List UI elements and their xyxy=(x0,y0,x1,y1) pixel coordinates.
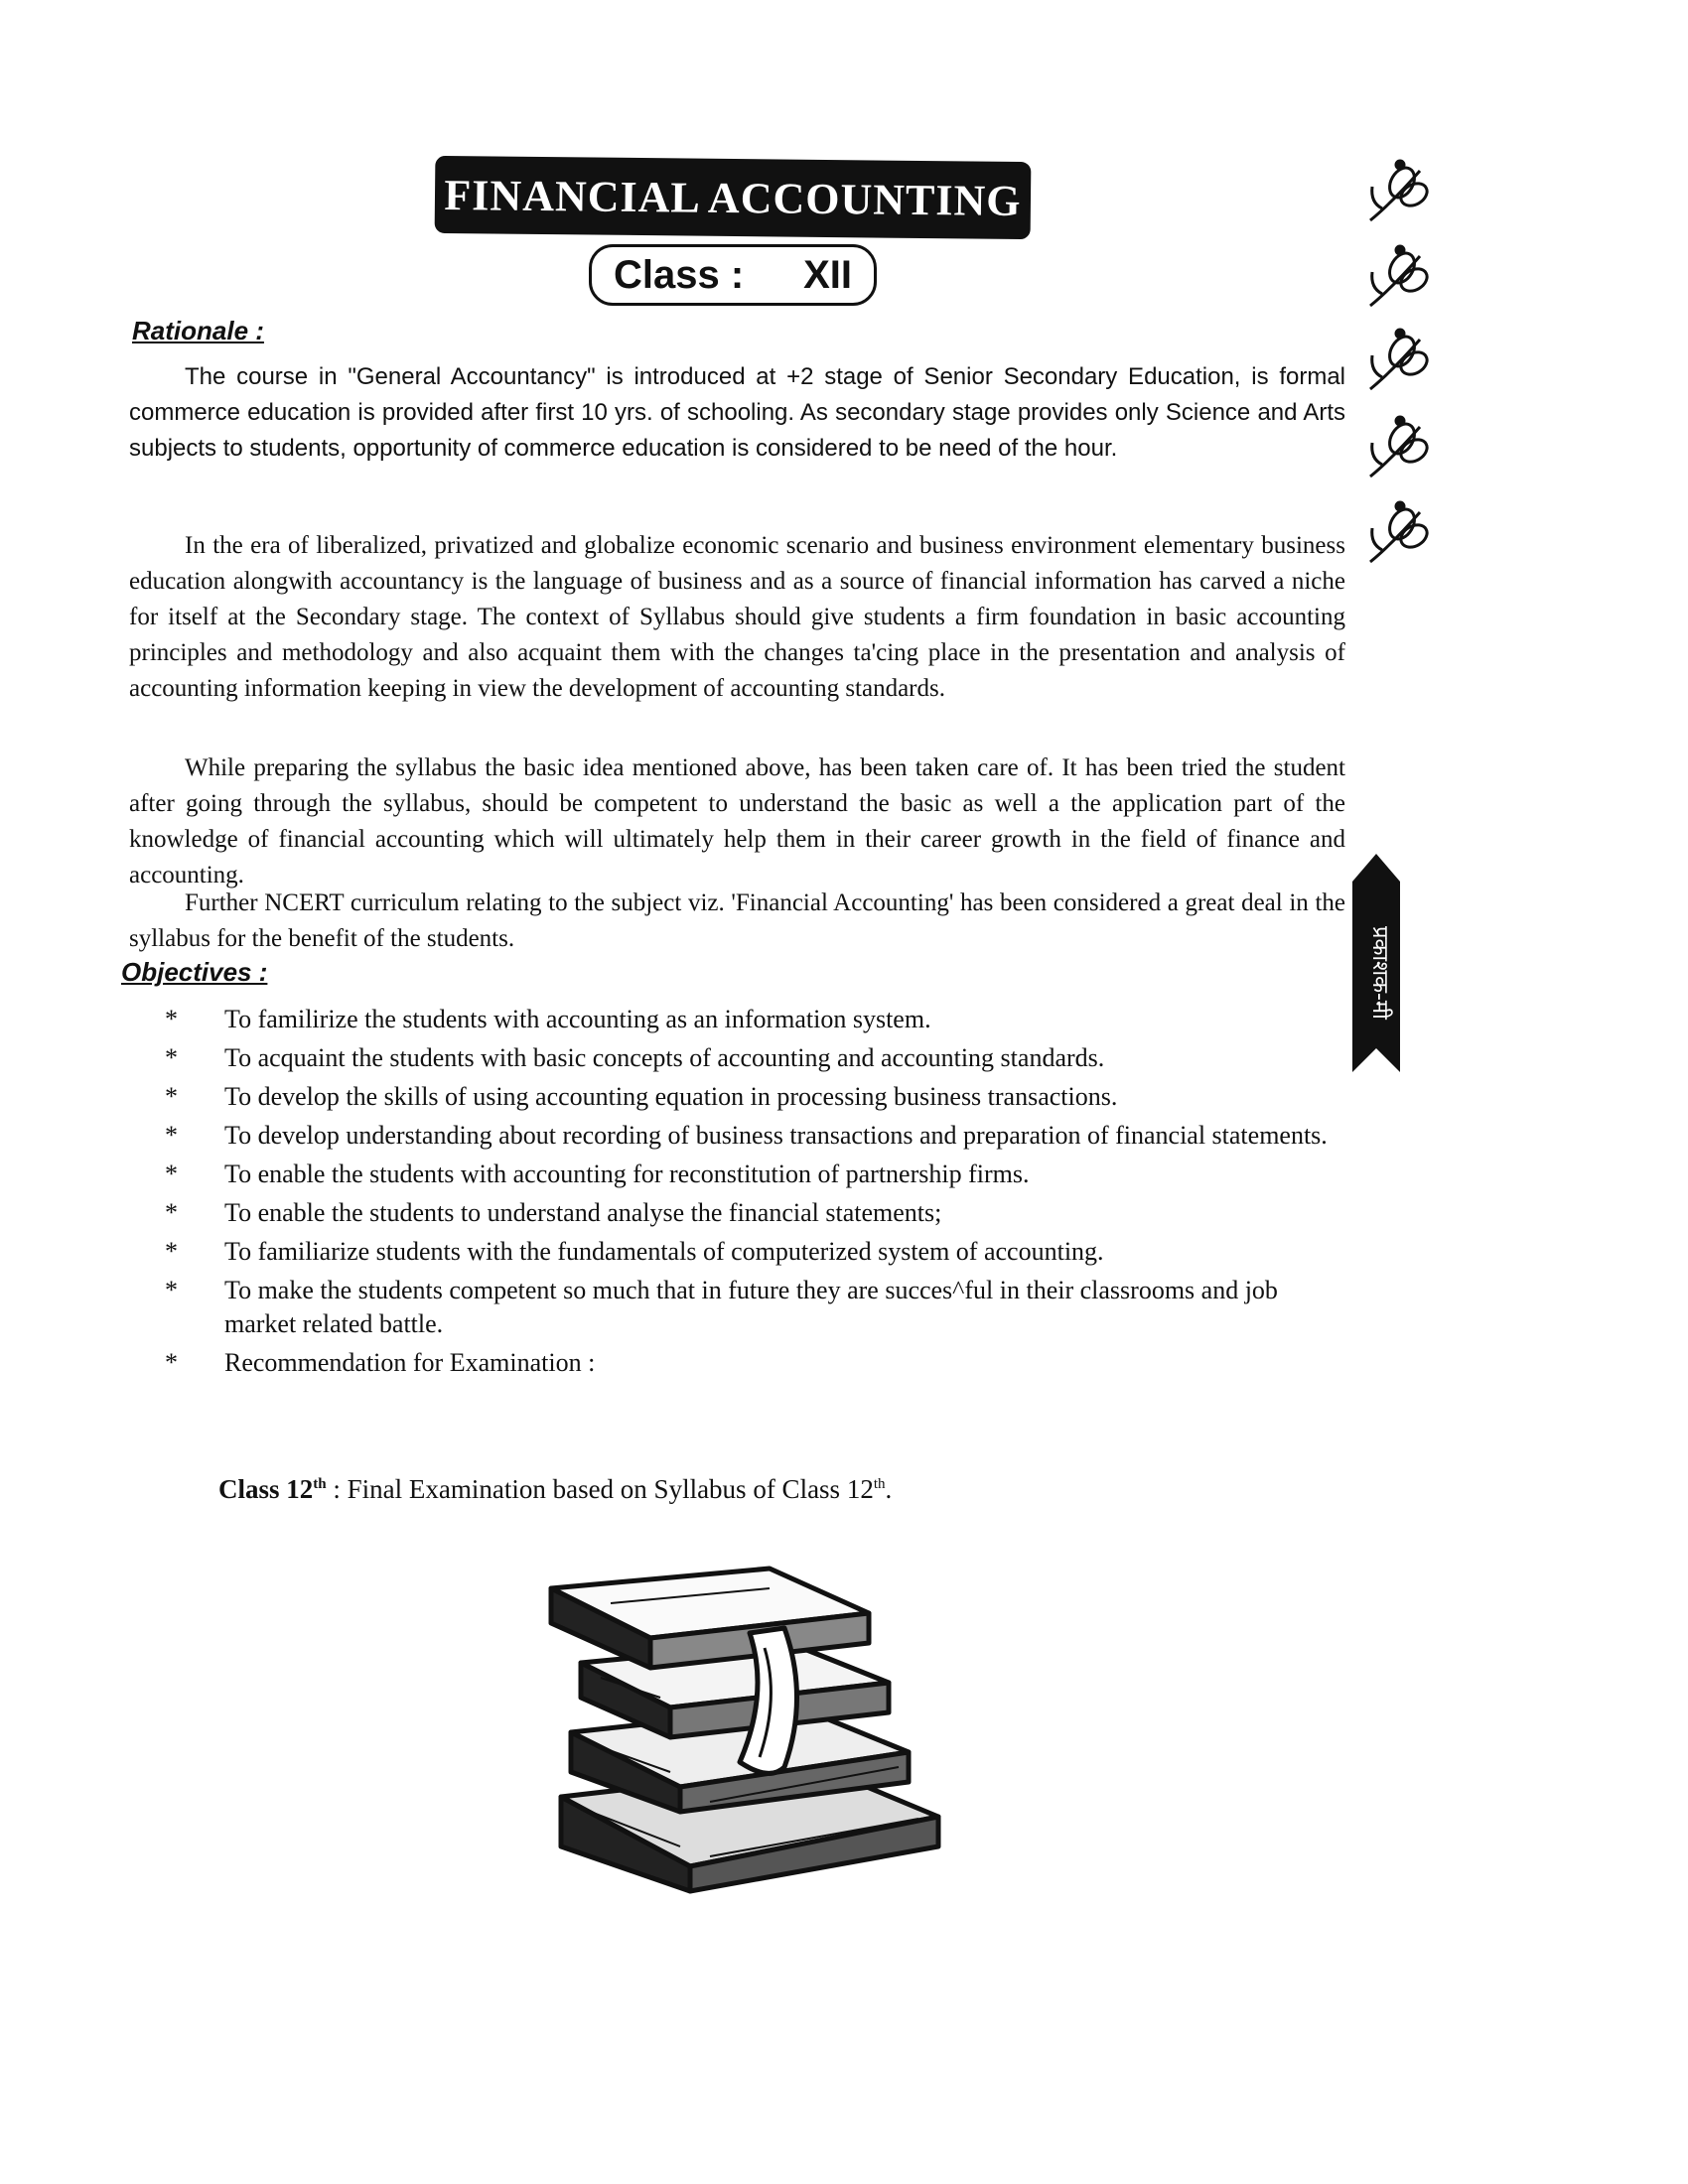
rationale-paragraph-2: In the era of liberalized, privatized and globalize economic scenario and business environment elementary business education alongwith accountancy is the language of business and as a source of financial information has carved a niche for itself at the Secondary stage. The context of Syllabus should give students a firm foundation in basic accounting principles and methodology and also acquaint them with the changes ta'cing place in the presentation and analysis of accounting information keeping in view the development of accounting standards. xyxy=(129,532,1345,702)
objective-text: To make the students competent so much that in future they are succes^ful in their classrooms and job market related battle. xyxy=(224,1276,1278,1338)
bullet-star: * xyxy=(165,1237,178,1266)
objectives-list xyxy=(159,1003,1350,1385)
objective-text: To develop understanding about recording of business transactions and preparation of financial statements. xyxy=(224,1121,1328,1150)
class-label: Class : xyxy=(614,252,745,297)
rationale-paragraph-4: Further NCERT curriculum relating to the subject viz. 'Financial Accounting' has been considered a great deal in the syllabus for the benefit of the students. xyxy=(129,889,1345,952)
bullet-star: * xyxy=(165,1121,178,1150)
bullet-star: * xyxy=(165,1005,178,1033)
class-badge xyxy=(589,244,877,306)
page-title-text: FINANCIAL ACCOUNTING xyxy=(444,170,1022,225)
flower-ornament-icon xyxy=(1362,328,1432,399)
list-item xyxy=(159,1274,1350,1341)
objective-text: To develop the skills of using accounting equation in processing business transactions. xyxy=(224,1082,1118,1111)
side-tab-text: प्रकाशक-मी xyxy=(1367,926,1392,1020)
list-item xyxy=(159,1196,1350,1230)
flower-ornament-icon xyxy=(1362,244,1432,316)
list-item xyxy=(159,1041,1350,1075)
flower-ornament-icon xyxy=(1362,500,1432,572)
bullet-star: * xyxy=(165,1160,178,1188)
exam-end: . xyxy=(885,1474,893,1504)
rationale-paragraph-1: The course in "General Accountancy" is introduced at +2 stage of Senior Secondary Education, is formal commerce education is provided after first 10 yrs. of schooling. As secondary stage provides only Science and Arts subjects to students, opportunity of commerce education is considered to be need of the hour. xyxy=(129,363,1345,462)
bullet-star: * xyxy=(165,1348,178,1377)
rationale-heading: Rationale : xyxy=(132,316,264,345)
rationale-paragraph-3: While preparing the syllabus the basic idea mentioned above, has been taken care of. It has been tried the student after going through the syllabus, should be competent to understand the basic as well a the application part of the knowledge of financial accounting which will ultimately help them in their career growth in the field of finance and accounting. xyxy=(129,754,1345,888)
exam-text-sup: th xyxy=(873,1476,886,1492)
list-item xyxy=(159,1119,1350,1153)
objective-text: To enable the students to understand analyse the financial statements; xyxy=(224,1198,942,1227)
flower-ornament-icon xyxy=(1362,159,1432,230)
list-item xyxy=(159,1158,1350,1191)
list-item xyxy=(159,1080,1350,1114)
objective-text: To acquaint the students with basic concepts of accounting and accounting standards. xyxy=(224,1043,1105,1072)
list-item xyxy=(159,1235,1350,1269)
exam-class-label xyxy=(218,1474,327,1504)
list-item xyxy=(159,1346,1350,1380)
exam-recommendation xyxy=(218,1474,892,1505)
objective-text: To familiarize students with the fundamentals of computerized system of accounting. xyxy=(224,1237,1104,1266)
list-item xyxy=(159,1003,1350,1036)
exam-text: : Final Examination based on Syllabus of Class 12 xyxy=(326,1474,874,1504)
objective-text: To enable the students with accounting for reconstitution of partnership firms. xyxy=(224,1160,1030,1188)
page-title xyxy=(435,156,1032,239)
bullet-star: * xyxy=(165,1198,178,1227)
exam-label-sup: th xyxy=(313,1476,327,1492)
books-stack-icon xyxy=(541,1559,958,1896)
bullet-star: * xyxy=(165,1082,178,1111)
objectives-heading: Objectives : xyxy=(121,957,268,987)
exam-label-text: Class 12 xyxy=(218,1474,314,1504)
bullet-star: * xyxy=(165,1276,178,1304)
class-value: XII xyxy=(803,252,852,297)
objective-text: To familirize the students with accounting as an information system. xyxy=(224,1005,931,1033)
bullet-star: * xyxy=(165,1043,178,1072)
flower-ornament-icon xyxy=(1362,415,1432,486)
objective-text: Recommendation for Examination : xyxy=(224,1348,596,1377)
